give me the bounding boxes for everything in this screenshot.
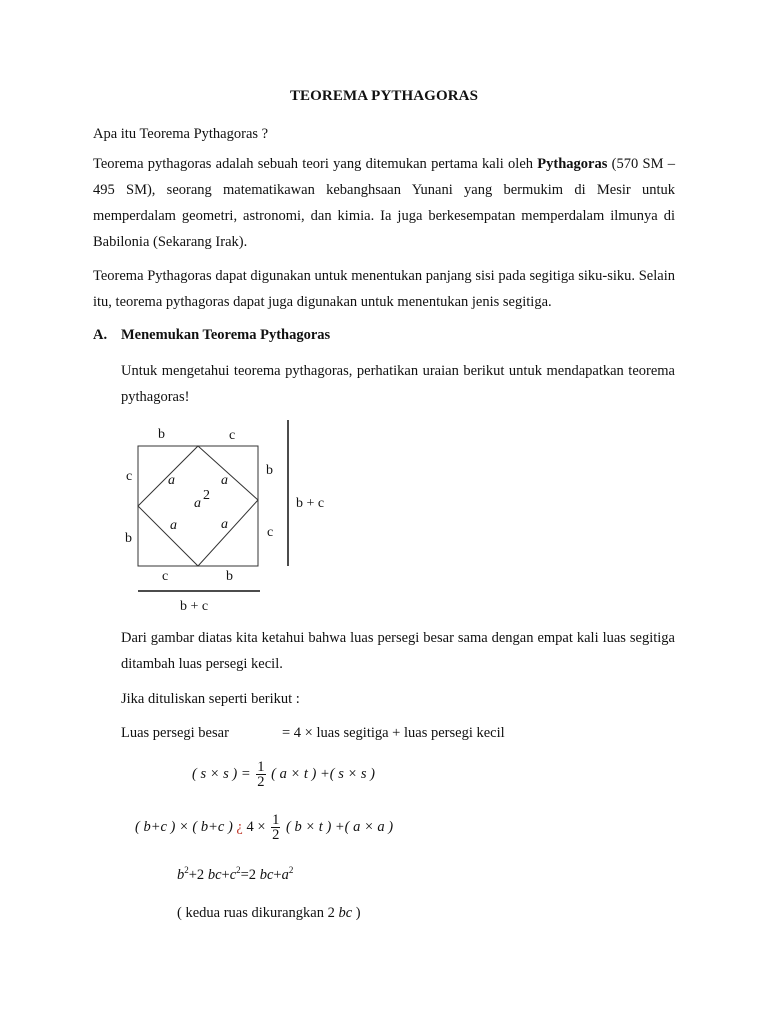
eq4-exp-2: 2 — [236, 865, 241, 875]
eq4-exp-3: 2 — [288, 865, 294, 875]
label-bottom-total: b + c — [180, 599, 209, 614]
question-text: Apa itu Teorema Pythagoras ? — [93, 126, 269, 142]
paragraph-explanation: Dari gambar diatas kita ketahui bahwa luas persegi besar sama dengan empat kali luas segitiga ditambah luas persegi kecil. — [121, 630, 675, 672]
equation-2-rest: ( a × t ) +( s × s ) — [271, 765, 375, 782]
eq5-var: bc — [338, 905, 353, 921]
eq4-plus-b: + — [273, 866, 282, 883]
eq4-c: c — [229, 866, 237, 883]
label-right-b: b — [266, 463, 273, 478]
equation-3-lhs: ( b+c ) × ( b+c ) — [135, 818, 233, 835]
equation-1-left: Luas persegi besar — [121, 725, 229, 741]
eq5-before: ( kedua ruas dikurangkan 2 — [177, 905, 339, 921]
paragraph-intro-end: (570 SM – 495 SM), seorang matematikawan kebanghsaan Yunani yang bermukim di Mesir untuk memperdalam geometri, astronomi, dan kimia. Ia juga berkesempatan memperdalam ilmunya di Babilonia (Sekarang Irak). — [93, 156, 675, 250]
eq4-a: a — [281, 866, 289, 883]
equation-5 — [177, 900, 361, 926]
paragraph-instruction: Untuk mengetahui teorema pythagoras, perhatikan uraian berikut untuk mendapatkan teorema pythagoras! — [121, 363, 675, 405]
label-side-total: b + c — [296, 496, 325, 511]
paragraph-usage: Teorema Pythagoras dapat digunakan untuk menentukan panjang sisi pada segitiga siku-siku. Selain itu, teorema pythagoras dapat juga digunakan untuk menentukan jenis segitiga. — [93, 268, 675, 310]
label-bottom-b: b — [226, 569, 233, 584]
eq4-b: b — [177, 866, 185, 883]
label-left-c: c — [126, 469, 133, 484]
fraction-half-2 — [271, 813, 280, 842]
equation-4 — [177, 865, 293, 884]
equation-2-lhs: ( s × s ) = — [192, 765, 251, 782]
fraction-half-1 — [256, 760, 265, 789]
pythagoras-figure — [118, 418, 333, 618]
equation-3 — [135, 813, 393, 842]
fraction-2-den: 2 — [272, 827, 280, 843]
label-a-4: a — [221, 517, 228, 532]
label-a-3: a — [170, 518, 177, 533]
label-center-a: a — [194, 496, 201, 511]
fraction-1-den: 2 — [257, 774, 265, 790]
fraction-1-num: 1 — [257, 759, 265, 775]
equation-2 — [192, 760, 375, 789]
eq4-equals-2: =2 — [240, 866, 257, 883]
label-top-b: b — [158, 427, 165, 442]
paragraph-intro — [93, 151, 675, 255]
label-a-2: a — [221, 473, 228, 488]
eq4-exp-1: 2 — [184, 865, 189, 875]
equation-3-symbol: ¿ — [236, 818, 243, 835]
paragraph-written: Jika dituliskan seperti berikut : — [121, 691, 300, 707]
eq5-after: ) — [352, 905, 361, 921]
label-bottom-c: c — [162, 569, 169, 584]
equation-1-right: = 4 × luas segitiga + luas persegi kecil — [282, 725, 505, 741]
pythagoras-name: Pythagoras — [537, 156, 608, 172]
label-left-b: b — [125, 531, 132, 546]
equation-3-mult: 4 × — [246, 818, 266, 835]
page-title: TEOREMA PYTHAGORAS — [289, 88, 479, 104]
section-a-marker: A. — [93, 327, 108, 343]
label-a-1: a — [168, 473, 175, 488]
eq4-bc-2: bc — [259, 866, 274, 883]
label-center-exp: 2 — [203, 488, 210, 503]
label-right-c: c — [267, 525, 274, 540]
eq4-plus: + — [221, 866, 230, 883]
eq4-bc-1: bc — [207, 866, 222, 883]
paragraph-intro-start: Teorema pythagoras adalah sebuah teori yang ditemukan pertama kali oleh — [93, 156, 538, 172]
label-top-c: c — [229, 428, 236, 443]
section-a-title: Menemukan Teorema Pythagoras — [121, 327, 331, 343]
section-a-heading — [93, 322, 675, 348]
eq4-plus-2: +2 — [188, 866, 205, 883]
fraction-2-num: 1 — [272, 812, 280, 828]
equation-3-rhs: ( b × t ) +( a × a ) — [286, 818, 394, 835]
